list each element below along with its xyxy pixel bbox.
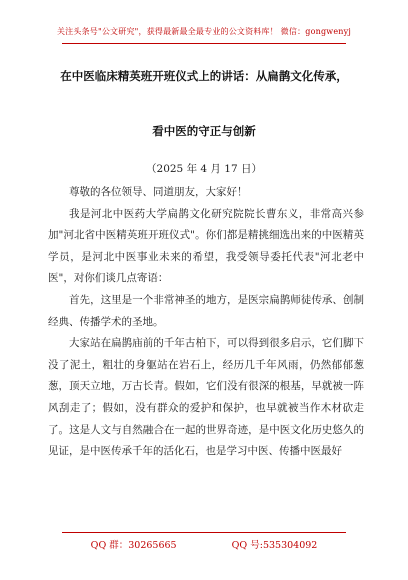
greeting-paragraph: 尊敬的各位领导、同道朋友，大家好！ — [69, 186, 248, 198]
body-paragraph: 我是河北中医药大学扁鹊文化研究院院长曹东义，非常高兴参加"河北省中医精英班开班仪式"。你们都是精挑细选出来的中医精英学员，是河北中医事业未来的希望，我受领导委托代表"河北老中医"，对你们谈几点寄语： — [48, 207, 364, 285]
document-body — [48, 182, 364, 463]
body-paragraph: 首先，这里是一个非常神圣的地方，是医宗扁鹊师徒传承、创制经典、传播学术的圣地。 — [48, 293, 364, 328]
document-title-line-1: 在中医临床精英班开班仪式上的讲话：从扁鹊文化传承， — [60, 69, 348, 83]
footer-divider — [62, 532, 346, 533]
header-note: 关注头条号"公文研究"，获得最新最全最专业的公文资料库！ 微信：gongwenyj — [56, 27, 352, 36]
header-divider — [62, 43, 346, 44]
footer-qq-group: QQ 群：30265665 — [90, 540, 177, 551]
footer-qq-number: QQ 号:535304092 — [231, 540, 318, 551]
footer — [0, 537, 408, 551]
body-paragraph: 大家站在扁鹊庙前的千年古柏下，可以得到很多启示，它们脚下没了泥土，粗壮的身躯站在岩石上，经历几千年风雨，仍然郁郁葱葱，顶天立地，万古长青。假如，它们没有很深的根基，早就被一阵风刮走了；假如，没有群众的爱护和保护，也早就被当作木材砍走了。这是人文与自然融合在一起的世界奇迹，是中医文化历史悠久的见证，是中医传承千年的活化石，也是学习中医、传播中医最好 — [48, 337, 364, 458]
document-title-line-2: 看中医的守正与创新 — [152, 124, 256, 138]
document-date: （2025 年 4 月 17 日） — [146, 163, 262, 175]
